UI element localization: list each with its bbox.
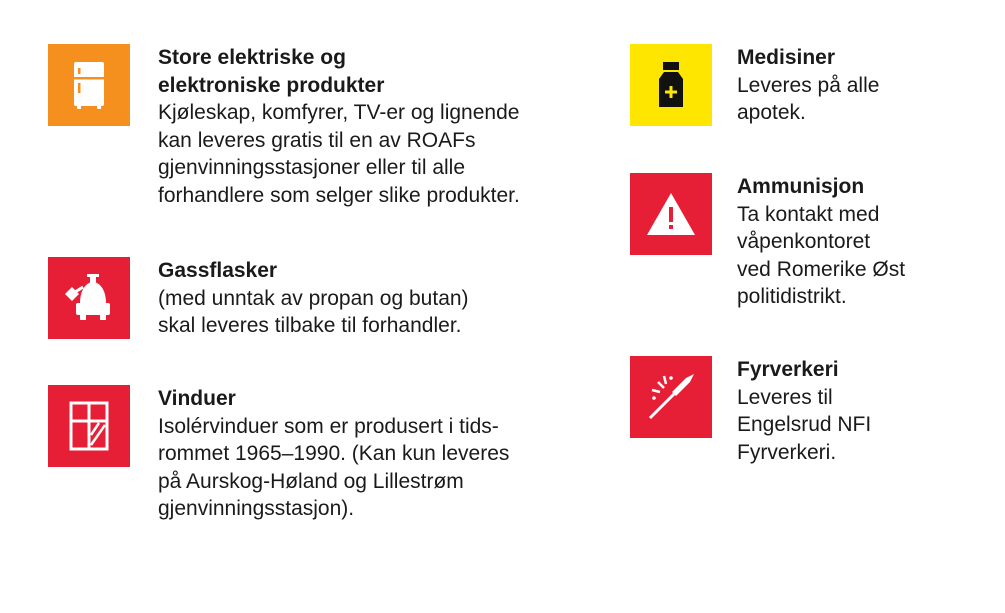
- ammunition-body-line-1: Ta kontakt med: [737, 202, 880, 226]
- electronics-body-line-3: gjenvinningsstasjoner eller til alle: [158, 156, 466, 179]
- medicine-body-line-1: Leveres på alle: [737, 73, 880, 97]
- window-body-line-1: Isolérvinduer som er produsert i tids-: [158, 414, 499, 438]
- window-icon: [69, 401, 109, 451]
- electronics-body-line-1: Kjøleskap, komfyrer, TV-er og lignende: [158, 101, 520, 124]
- window-body-line-3: på Aurskog-Høland og Lillestrøm: [158, 469, 464, 493]
- gas-icon-box: [48, 257, 130, 339]
- fridge-icon: [72, 60, 106, 110]
- medicine-icon-box: [630, 44, 712, 126]
- fireworks-body-line-3: Fyrverkeri.: [737, 440, 837, 464]
- fireworks-body-line-2: Engelsrud NFI: [737, 413, 872, 436]
- medicine-bottle-icon: [656, 61, 686, 109]
- electronics-title-line-1: Store elektriske og: [158, 46, 346, 69]
- window-title: Vinduer: [158, 387, 236, 410]
- gas-body-line-2: skal leveres tilbake til forhandler.: [158, 314, 462, 337]
- ammunition-title: Ammunisjon: [737, 175, 865, 198]
- gas-text: [158, 257, 469, 340]
- ammunition-body-line-4: politidistrikt.: [737, 285, 847, 308]
- gas-title: Gassflasker: [158, 259, 278, 282]
- warning-icon: [645, 191, 697, 237]
- electronics-body-line-4: forhandlere som selger slike produkter.: [158, 183, 520, 207]
- ammunition-body-line-3: ved Romerike Øst: [737, 257, 906, 281]
- electronics-title-line-2: elektroniske produkter: [158, 73, 385, 97]
- ammunition-body-line-2: våpenkontoret: [737, 230, 871, 253]
- ammunition-icon-box: [630, 173, 712, 255]
- window-text: [158, 385, 509, 523]
- fireworks-body-line-1: Leveres til: [737, 385, 833, 409]
- electronics-icon-box: [48, 44, 130, 126]
- electronics-text: [158, 44, 520, 209]
- window-icon-box: [48, 385, 130, 467]
- gas-body-line-1: (med unntak av propan og butan): [158, 286, 469, 310]
- window-body-line-2: rommet 1965–1990. (Kan kun leveres: [158, 442, 510, 465]
- ammunition-text: [737, 173, 905, 311]
- medicine-text: [737, 44, 879, 127]
- fireworks-text: [737, 356, 871, 466]
- firework-rocket-icon: [644, 370, 698, 424]
- fireworks-icon-box: [630, 356, 712, 438]
- fireworks-title: Fyrverkeri: [737, 358, 839, 381]
- gas-bottle-icon: [61, 273, 117, 323]
- window-body-line-4: gjenvinningsstasjon).: [158, 497, 355, 520]
- electronics-body-line-2: kan leveres gratis til en av ROAFs: [158, 128, 476, 152]
- medicine-body-line-2: apotek.: [737, 101, 806, 124]
- medicine-title: Medisiner: [737, 46, 836, 69]
